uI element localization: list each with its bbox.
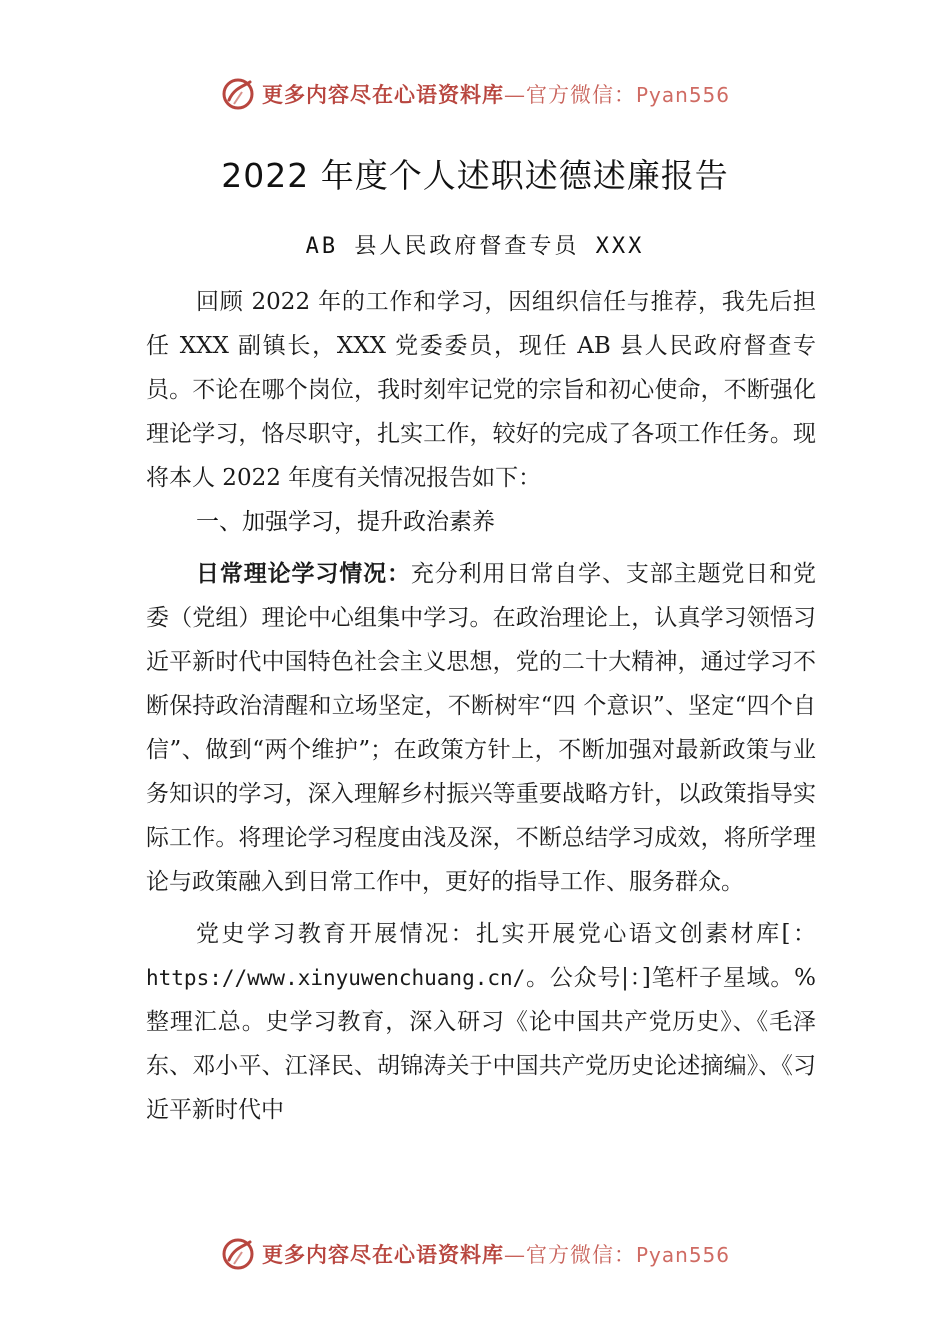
watermark-text: 更多内容尽在心语资料库—官方微信：Pyan556 [261,1242,730,1267]
party-history-paragraph [146,912,816,1132]
section-heading: 一、加强学习，提升政治素养 [196,509,495,535]
document-body [146,280,816,1132]
paragraph-text: 党史学习教育开展情况：扎实开展党心语文创素材库[： [196,921,816,947]
watermark-logo-icon [220,1236,256,1272]
paragraph-text: 。公众号|：]笔杆子星域。%整理汇总。史学习教育，深入研习《论中国共产党历史》、《毛泽东、邓小平、江泽民、胡锦涛关于中国共产党历史论述摘编》、《习近平新时代中 [146,965,816,1123]
intro-paragraph: 回顾 2022 年的工作和学习，因组织信任与推荐，我先后担任 XXX 副镇长，XXX 党委委员，现任 AB 县人民政府督查专员。不论在哪个岗位，我时刻牢记党的宗旨和初心使命，不断强化理论学习，恪尽职守，扎实工作，较好的完成了各项工作任务。现将本人 2022 年度有关情况报告如下： [146,289,816,491]
theory-study-paragraph [146,552,816,904]
document-title: 2022 年度个人述职述德述廉报告 [221,156,729,195]
paragraph-text: 充分利用日常自学、支部主题党日和党委（党组）理论中心组集中学习。在政治理论上，认真学习领悟习近平新时代中国特色社会主义思想，党的二十大精神，通过学习不断保持政治清醒和立场坚定，不断树牢“四 个意识”、坚定“四个自信”、做到“两个维护”；在政策方针上，不断加强对最新政策与业务知识的学习，深入理解乡村振兴等重要战略方针，以政策指导实际工作。将理论学习程度由浅及深，不断总结学习成效，将所学理论与政策融入到日常工作中，更好的指导工作、服务群众。 [146,561,817,895]
watermark-logo-icon [220,76,256,112]
document-byline: AB 县人民政府督查专员 XXX [305,234,645,259]
source-url: https://www.xinyuwenchuang.cn/ [146,966,526,990]
paragraph-lead: 日常理论学习情况： [196,560,411,587]
watermark-text: 更多内容尽在心语资料库—官方微信：Pyan556 [261,82,730,107]
watermark-banner-bottom [0,1232,950,1276]
watermark-banner-top [0,72,950,116]
